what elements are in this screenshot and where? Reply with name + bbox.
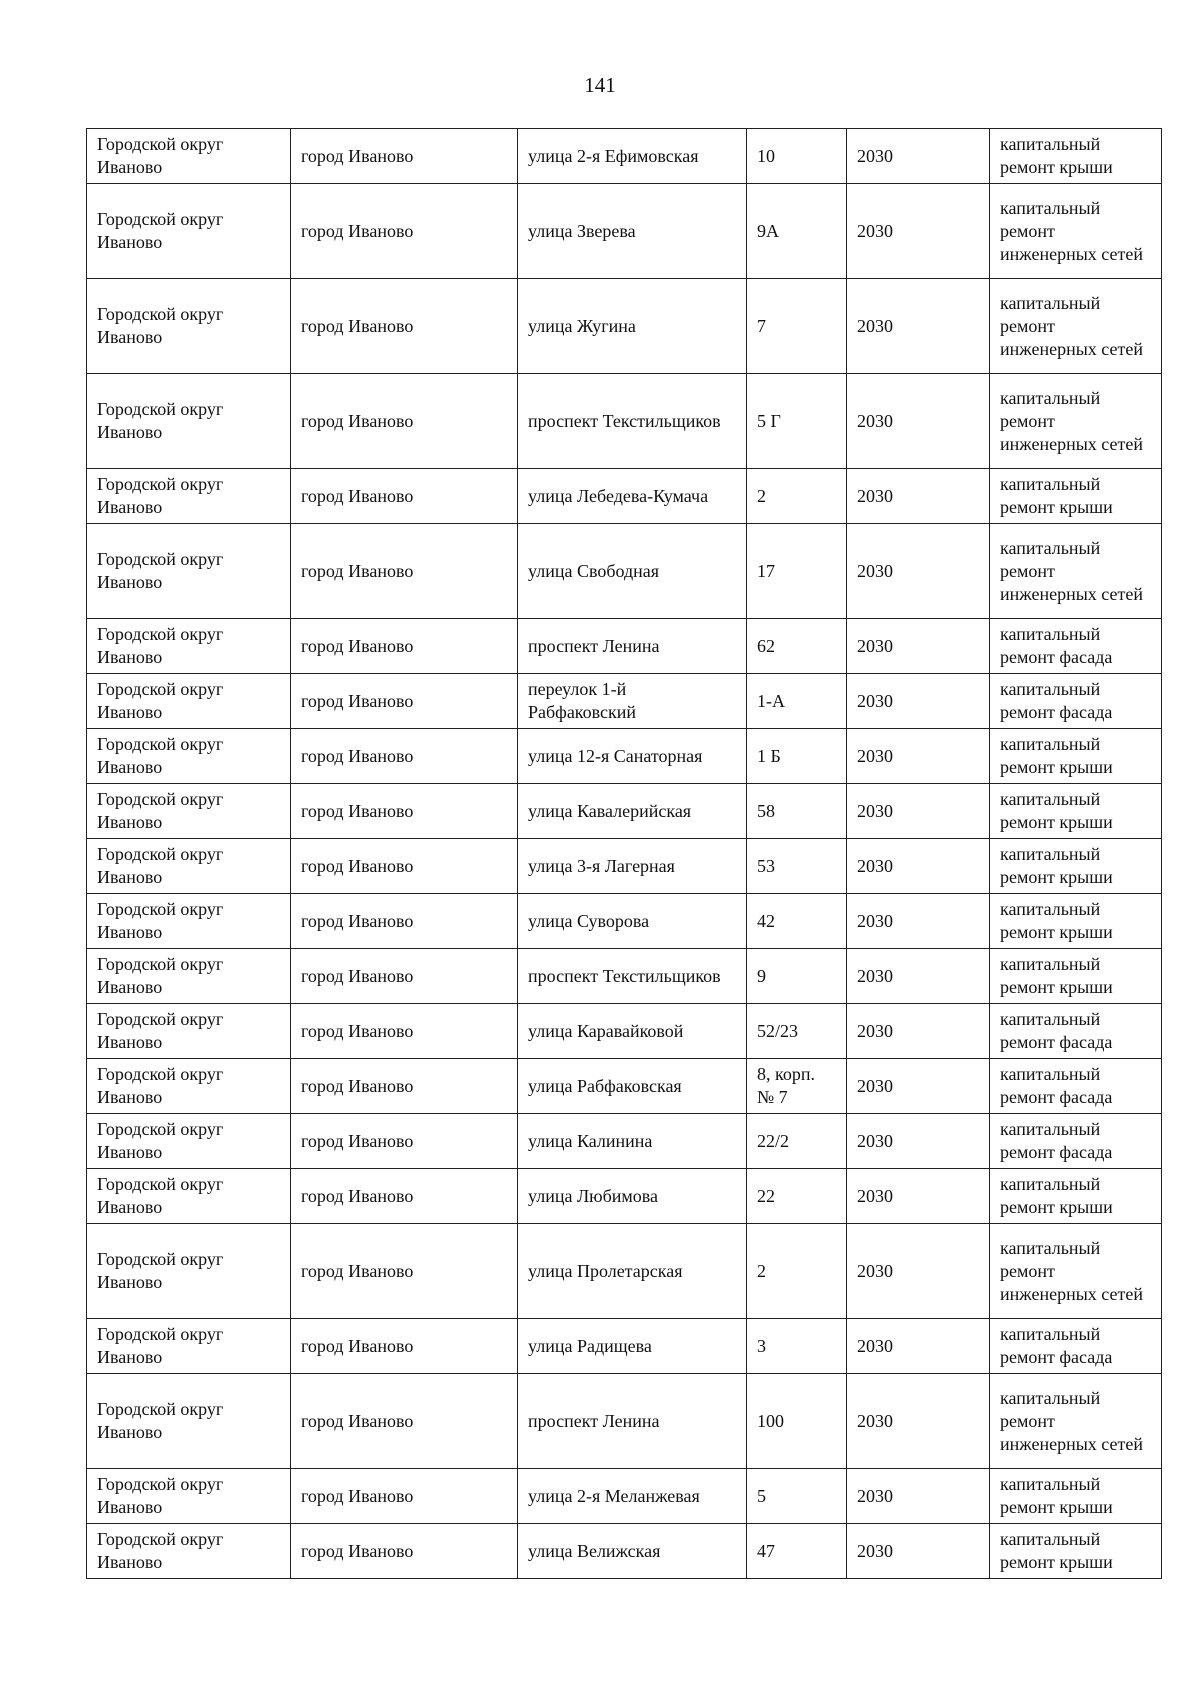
district-cell: Городской округ Иваново: [87, 949, 291, 1004]
table-row: [87, 949, 1162, 1004]
table-row: [87, 1224, 1162, 1319]
year-cell: 2030: [847, 1004, 990, 1059]
city-cell: город Иваново: [291, 949, 518, 1004]
work-type-cell: капитальный ремонт фасада: [990, 674, 1162, 729]
year-cell: 2030: [847, 674, 990, 729]
city-cell: город Иваново: [291, 674, 518, 729]
district-cell: Городской округ Иваново: [87, 619, 291, 674]
work-type-cell: капитальный ремонт фасада: [990, 1059, 1162, 1114]
street-cell: улица Велижская: [518, 1524, 747, 1579]
street-cell: улица Каравайковой: [518, 1004, 747, 1059]
work-type-cell: капитальный ремонт фасада: [990, 619, 1162, 674]
work-type-cell: капитальный ремонт крыши: [990, 129, 1162, 184]
house-number-cell: 53: [747, 839, 847, 894]
street-cell: улица 2-я Меланжевая: [518, 1469, 747, 1524]
district-cell: Городской округ Иваново: [87, 1319, 291, 1374]
year-cell: 2030: [847, 1169, 990, 1224]
city-cell: город Иваново: [291, 619, 518, 674]
street-cell: улица 2-я Ефимовская: [518, 129, 747, 184]
table-body: [87, 129, 1162, 1579]
district-cell: Городской округ Иваново: [87, 279, 291, 374]
year-cell: 2030: [847, 1524, 990, 1579]
district-cell: Городской округ Иваново: [87, 1224, 291, 1319]
district-cell: Городской округ Иваново: [87, 184, 291, 279]
year-cell: 2030: [847, 129, 990, 184]
year-cell: 2030: [847, 1374, 990, 1469]
city-cell: город Иваново: [291, 1319, 518, 1374]
year-cell: 2030: [847, 374, 990, 469]
city-cell: город Иваново: [291, 469, 518, 524]
table-row: [87, 729, 1162, 784]
street-cell: переулок 1-й Рабфаковский: [518, 674, 747, 729]
street-cell: улица Любимова: [518, 1169, 747, 1224]
year-cell: 2030: [847, 184, 990, 279]
city-cell: город Иваново: [291, 374, 518, 469]
house-number-cell: 2: [747, 469, 847, 524]
year-cell: 2030: [847, 839, 990, 894]
year-cell: 2030: [847, 784, 990, 839]
city-cell: город Иваново: [291, 279, 518, 374]
work-type-cell: капитальный ремонт фасада: [990, 1114, 1162, 1169]
street-cell: улица Пролетарская: [518, 1224, 747, 1319]
district-cell: Городской округ Иваново: [87, 524, 291, 619]
district-cell: Городской округ Иваново: [87, 839, 291, 894]
year-cell: 2030: [847, 1224, 990, 1319]
house-number-cell: 22/2: [747, 1114, 847, 1169]
city-cell: город Иваново: [291, 894, 518, 949]
work-type-cell: капитальный ремонт крыши: [990, 784, 1162, 839]
work-type-cell: капитальный ремонт крыши: [990, 839, 1162, 894]
year-cell: 2030: [847, 949, 990, 1004]
district-cell: Городской округ Иваново: [87, 784, 291, 839]
table-row: [87, 674, 1162, 729]
table-row: [87, 1004, 1162, 1059]
street-cell: улица Лебедева-Кумача: [518, 469, 747, 524]
city-cell: город Иваново: [291, 1524, 518, 1579]
table-row: [87, 374, 1162, 469]
street-cell: проспект Ленина: [518, 1374, 747, 1469]
house-number-cell: 3: [747, 1319, 847, 1374]
table-row: [87, 1114, 1162, 1169]
house-number-cell: 1-А: [747, 674, 847, 729]
table-row: [87, 784, 1162, 839]
street-cell: улица Жугина: [518, 279, 747, 374]
work-type-cell: капитальный ремонт крыши: [990, 1469, 1162, 1524]
house-number-cell: 100: [747, 1374, 847, 1469]
year-cell: 2030: [847, 279, 990, 374]
work-type-cell: капитальный ремонт инженерных сетей: [990, 279, 1162, 374]
district-cell: Городской округ Иваново: [87, 374, 291, 469]
city-cell: город Иваново: [291, 524, 518, 619]
street-cell: улица Суворова: [518, 894, 747, 949]
work-type-cell: капитальный ремонт крыши: [990, 1169, 1162, 1224]
year-cell: 2030: [847, 1114, 990, 1169]
table-row: [87, 1319, 1162, 1374]
table-row: [87, 1059, 1162, 1114]
district-cell: Городской округ Иваново: [87, 1004, 291, 1059]
city-cell: город Иваново: [291, 1469, 518, 1524]
house-number-cell: 52/23: [747, 1004, 847, 1059]
district-cell: Городской округ Иваново: [87, 1169, 291, 1224]
city-cell: город Иваново: [291, 129, 518, 184]
year-cell: 2030: [847, 1059, 990, 1114]
house-number-cell: 22: [747, 1169, 847, 1224]
district-cell: Городской округ Иваново: [87, 1059, 291, 1114]
work-type-cell: капитальный ремонт фасада: [990, 1004, 1162, 1059]
table-row: [87, 1374, 1162, 1469]
table-row: [87, 1469, 1162, 1524]
house-number-cell: 17: [747, 524, 847, 619]
street-cell: улица Свободная: [518, 524, 747, 619]
house-number-cell: 58: [747, 784, 847, 839]
year-cell: 2030: [847, 524, 990, 619]
street-cell: проспект Текстильщиков: [518, 374, 747, 469]
district-cell: Городской округ Иваново: [87, 1524, 291, 1579]
year-cell: 2030: [847, 469, 990, 524]
house-number-cell: 2: [747, 1224, 847, 1319]
year-cell: 2030: [847, 1319, 990, 1374]
street-cell: улица 12-я Санаторная: [518, 729, 747, 784]
work-type-cell: капитальный ремонт инженерных сетей: [990, 524, 1162, 619]
work-type-cell: капитальный ремонт крыши: [990, 729, 1162, 784]
district-cell: Городской округ Иваново: [87, 1114, 291, 1169]
work-type-cell: капитальный ремонт крыши: [990, 469, 1162, 524]
table-row: [87, 894, 1162, 949]
house-number-cell: 62: [747, 619, 847, 674]
work-type-cell: капитальный ремонт крыши: [990, 1524, 1162, 1579]
house-number-cell: 5 Г: [747, 374, 847, 469]
district-cell: Городской округ Иваново: [87, 469, 291, 524]
city-cell: город Иваново: [291, 839, 518, 894]
house-number-cell: 5: [747, 1469, 847, 1524]
street-cell: улица Радищева: [518, 1319, 747, 1374]
page-number: 141: [584, 73, 616, 97]
work-type-cell: капитальный ремонт крыши: [990, 894, 1162, 949]
district-cell: Городской округ Иваново: [87, 1374, 291, 1469]
table-row: [87, 619, 1162, 674]
house-number-cell: 10: [747, 129, 847, 184]
street-cell: улица Кавалерийская: [518, 784, 747, 839]
city-cell: город Иваново: [291, 1059, 518, 1114]
house-number-cell: 1 Б: [747, 729, 847, 784]
city-cell: город Иваново: [291, 1224, 518, 1319]
work-type-cell: капитальный ремонт инженерных сетей: [990, 1374, 1162, 1469]
street-cell: проспект Текстильщиков: [518, 949, 747, 1004]
table-row: [87, 1169, 1162, 1224]
district-cell: Городской округ Иваново: [87, 729, 291, 784]
city-cell: город Иваново: [291, 1114, 518, 1169]
work-type-cell: капитальный ремонт инженерных сетей: [990, 1224, 1162, 1319]
work-type-cell: капитальный ремонт крыши: [990, 949, 1162, 1004]
house-number-cell: 9: [747, 949, 847, 1004]
city-cell: город Иваново: [291, 1374, 518, 1469]
repair-schedule-table: [86, 128, 1162, 1579]
table-row: [87, 1524, 1162, 1579]
city-cell: город Иваново: [291, 784, 518, 839]
district-cell: Городской округ Иваново: [87, 674, 291, 729]
district-cell: Городской округ Иваново: [87, 1469, 291, 1524]
street-cell: улица Зверева: [518, 184, 747, 279]
house-number-cell: 8, корп. № 7: [747, 1059, 847, 1114]
city-cell: город Иваново: [291, 184, 518, 279]
house-number-cell: 7: [747, 279, 847, 374]
work-type-cell: капитальный ремонт фасада: [990, 1319, 1162, 1374]
table-row: [87, 129, 1162, 184]
year-cell: 2030: [847, 729, 990, 784]
house-number-cell: 47: [747, 1524, 847, 1579]
house-number-cell: 42: [747, 894, 847, 949]
street-cell: улица 3-я Лагерная: [518, 839, 747, 894]
work-type-cell: капитальный ремонт инженерных сетей: [990, 374, 1162, 469]
year-cell: 2030: [847, 894, 990, 949]
street-cell: проспект Ленина: [518, 619, 747, 674]
year-cell: 2030: [847, 1469, 990, 1524]
table-row: [87, 279, 1162, 374]
city-cell: город Иваново: [291, 729, 518, 784]
street-cell: улица Рабфаковская: [518, 1059, 747, 1114]
house-number-cell: 9А: [747, 184, 847, 279]
street-cell: улица Калинина: [518, 1114, 747, 1169]
year-cell: 2030: [847, 619, 990, 674]
city-cell: город Иваново: [291, 1004, 518, 1059]
work-type-cell: капитальный ремонт инженерных сетей: [990, 184, 1162, 279]
table-row: [87, 469, 1162, 524]
table-row: [87, 524, 1162, 619]
table-row: [87, 184, 1162, 279]
district-cell: Городской округ Иваново: [87, 129, 291, 184]
district-cell: Городской округ Иваново: [87, 894, 291, 949]
city-cell: город Иваново: [291, 1169, 518, 1224]
table-row: [87, 839, 1162, 894]
